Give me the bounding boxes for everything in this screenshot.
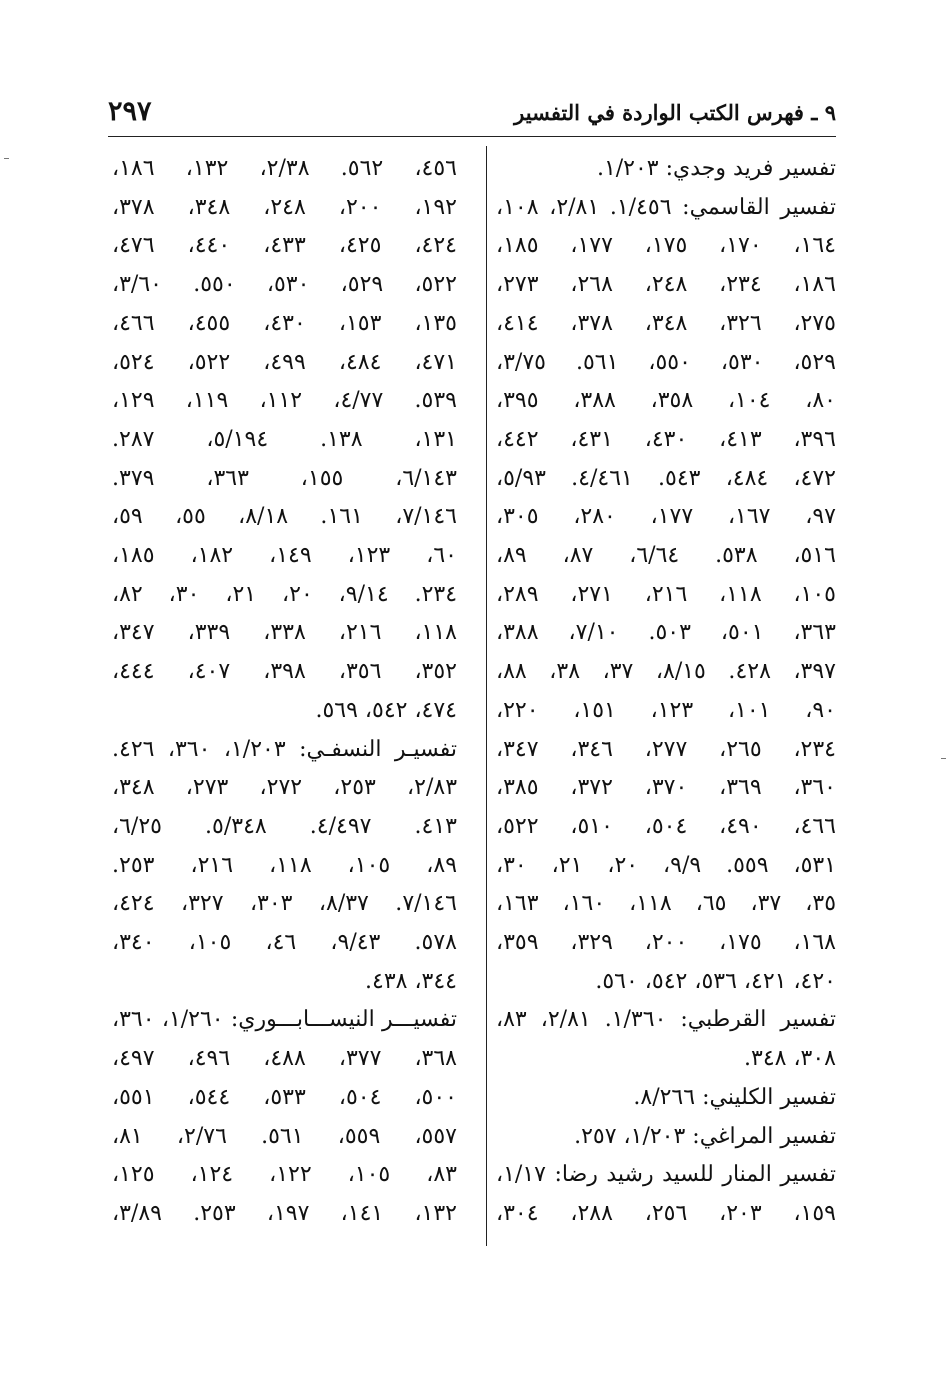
index-line: ٨٩، ١٠٥، ١١٨، ٢١٦، ٢٥٣. <box>112 852 457 878</box>
index-line: ٥١٦، ٥٣٨. ٦/٦٤، ٨٧، ٨٩، <box>496 543 836 569</box>
index-line: ٥٢٢، ٥٢٩، ٥٣٠، ٥٥٠. ٣/٦٠، <box>112 272 457 298</box>
index-line: تفسير القرطبي: ١/٣٦٠. ٢/٨١، ٨٣، <box>496 1007 836 1033</box>
index-line: ٢٣٤، ٢٦٥، ٢٧٧، ٣٤٦، ٣٤٧، <box>496 736 836 762</box>
index-line: ٥٥٧، ٥٥٩، ٥٦١. ٢/٧٦، ٨١، <box>112 1123 457 1149</box>
index-line: ٢/٨٣، ٢٥٣، ٢٧٢، ٢٧٣، ٣٤٨، <box>112 775 457 801</box>
index-line: ٣٦٣، ٥٠١، ٥٠٣. ٧/١٠، ٣٨٨، <box>496 620 836 646</box>
index-line: ٥٠٠، ٥٠٤، ٥٣٣، ٥٤٤، ٥٥١، <box>112 1084 457 1110</box>
page-header <box>108 96 836 130</box>
index-line: ١٣٢، ١٤١، ١٩٧، ٢٥٣. ٣/٨٩، <box>112 1200 457 1226</box>
margin-mark <box>941 758 946 759</box>
index-line: تفسيـــر النيســـابـــوري: ١/٢٦٠، ٣٦٠، <box>112 1007 457 1033</box>
left-column <box>112 150 457 1234</box>
index-line: ٣٩٦، ٤١٣، ٤٣٠، ٤٣١، ٤٤٢، <box>496 426 836 452</box>
index-line: تفسير الكليني: ٨/٢٦٦. <box>633 1084 836 1110</box>
margin-mark <box>4 158 9 159</box>
index-line: ٧/١٤٦. ٨/٣٧، ٣٠٣، ٣٢٧، ٤٢٤، <box>112 891 457 917</box>
index-line: ٣٩٧، ٤٢٨. ٨/١٥، ٣٧، ٣٨، ٨٨، <box>496 659 836 685</box>
index-line: ٣٦٨، ٣٧٧، ٤٨٨، ٤٩٦، ٤٩٧، <box>112 1046 457 1072</box>
column-divider <box>486 146 487 1246</box>
index-line: ٨٣، ١٠٥، ١٢٢، ١٢٤، ١٢٥، <box>112 1162 457 1188</box>
index-line: ٣٤٤، ٤٣٨. <box>365 968 457 994</box>
index-line: ٤٧٢، ٤٨٤، ٥٤٣. ٤/٤٦١. ٥/٩٣، <box>496 465 836 491</box>
index-line: ٤٢٤، ٤٢٥، ٤٣٣، ٤٤٠، ٤٧٦، <box>112 233 457 259</box>
index-line: تفسير القاسمي: ١/٤٥٦. ٢/٨١، ١٠٨، <box>496 194 836 220</box>
index-line: تفسير فريد وجدي: ١/٢٠٣. <box>596 156 836 181</box>
index-line: ١٥٩، ٢٠٣، ٢٥٦، ٢٨٨، ٣٠٤، <box>496 1200 836 1226</box>
index-line: ٢٣٤. ٩/١٤، ٢٠، ٢١، ٣٠، ٨٢، <box>112 581 457 607</box>
right-column <box>496 150 836 1234</box>
index-line: ١٦٨، ١٧٥، ٢٠٠، ٣٢٩، ٣٥٩، <box>496 930 836 956</box>
index-line: ٨٠، ١٠٤، ٣٥٨، ٣٨٨، ٣٩٥، <box>496 388 836 414</box>
index-line: ٩٠، ١٠١، ١٢٣، ١٥١، ٢٢٠، <box>496 697 836 723</box>
index-line: ٦٠، ١٢٣، ١٤٩، ١٨٢، ١٨٥، <box>112 543 457 569</box>
index-line: ٥٧٨. ٩/٤٣، ٤٦، ١٠٥، ٣٤٠، <box>112 930 457 956</box>
index-line: ١٦٤، ١٧٠، ١٧٥، ١٧٧، ١٨٥، <box>496 233 836 259</box>
index-line: ٤٢٠، ٤٢١، ٥٣٦، ٥٤٢، ٥٦٠. <box>595 968 836 994</box>
index-line: ١٨٦، ٢٣٤، ٢٤٨، ٢٦٨، ٢٧٣، <box>496 272 836 298</box>
index-line: ٥٢٩، ٥٣٠، ٥٥٠، ٥٦١. ٣/٧٥، <box>496 349 836 375</box>
index-line: ٢٧٥، ٣٢٦، ٣٤٨، ٣٧٨، ٤١٤، <box>496 310 836 336</box>
index-line: ١١٨، ٢١٦، ٣٣٨، ٣٣٩، ٣٤٧، <box>112 620 457 646</box>
index-line: ٣٦٠، ٣٦٩، ٣٧٠، ٣٧٢، ٣٨٥، <box>496 775 836 801</box>
index-line: ٤٦٦، ٤٩٠، ٥٠٤، ٥١٠، ٥٢٢، <box>496 813 836 839</box>
index-line: ٤٧١، ٤٨٤، ٤٩٩، ٥٢٢، ٥٢٤، <box>112 349 457 375</box>
index-line: تفسيـر النسفـي: ١/٢٠٣، ٣٦٠، ٤٢٦. <box>112 736 457 762</box>
index-line: ٣٥، ٣٧، ٦٥، ١١٨، ١٦٠، ١٦٣، <box>496 891 836 917</box>
index-line: ٣٠٨، ٣٤٨. <box>744 1046 836 1072</box>
index-line: ٩٧، ١٦٧، ١٧٧، ٢٨٠، ٣٠٥، <box>496 504 836 530</box>
index-line: ١٣٥، ١٥٣، ٤٣٠، ٤٥٥، ٤٦٦، <box>112 310 457 336</box>
index-line: ٦/١٤٣، ١٥٥، ٣٦٣، ٣٧٩. <box>112 465 457 491</box>
index-line: تفسير المراغي: ١/٢٠٣، ٢٥٧. <box>574 1123 836 1149</box>
index-line: ٤٥٦، ٥٦٢. ٢/٣٨، ١٣٢، ١٨٦، <box>112 156 457 181</box>
index-line: تفسير المنار للسيد رشيد رضا: ١/١٧، <box>496 1162 836 1188</box>
index-line: ١٣١، ١٣٨. ٥/١٩٤، ٢٨٧. <box>112 426 457 452</box>
index-line: ٧/١٤٦، ١٦١. ٨/١٨، ٥٥، ٥٩، <box>112 504 457 530</box>
index-line: ٤١٣. ٤/٤٩٧. ٥/٣٤٨. ٦/٢٥، <box>112 813 457 839</box>
header-rule <box>108 136 836 137</box>
index-line: ١٠٥، ١١٨، ٢١٦، ٢٧١، ٢٨٩، <box>496 581 836 607</box>
index-line: ١٩٢، ٢٠٠، ٢٤٨، ٣٤٨، ٣٧٨، <box>112 194 457 220</box>
page-number: ٢٩٧ <box>108 96 152 127</box>
index-line: ٣٥٢، ٣٥٦، ٣٩٨، ٤٠٧، ٤٤٤، <box>112 659 457 685</box>
page-title: ٩ ـ فهرس الكتب الواردة في التفسير <box>514 100 836 125</box>
index-line: ٤٧٤، ٥٤٢، ٥٦٩. <box>315 697 457 723</box>
index-line: ٥٣١، ٥٥٩. ٩/٩، ٢٠، ٢١، ٣٠، <box>496 852 836 878</box>
index-line: ٥٣٩. ٤/٧٧، ١١٢، ١١٩، ١٢٩، <box>112 388 457 414</box>
